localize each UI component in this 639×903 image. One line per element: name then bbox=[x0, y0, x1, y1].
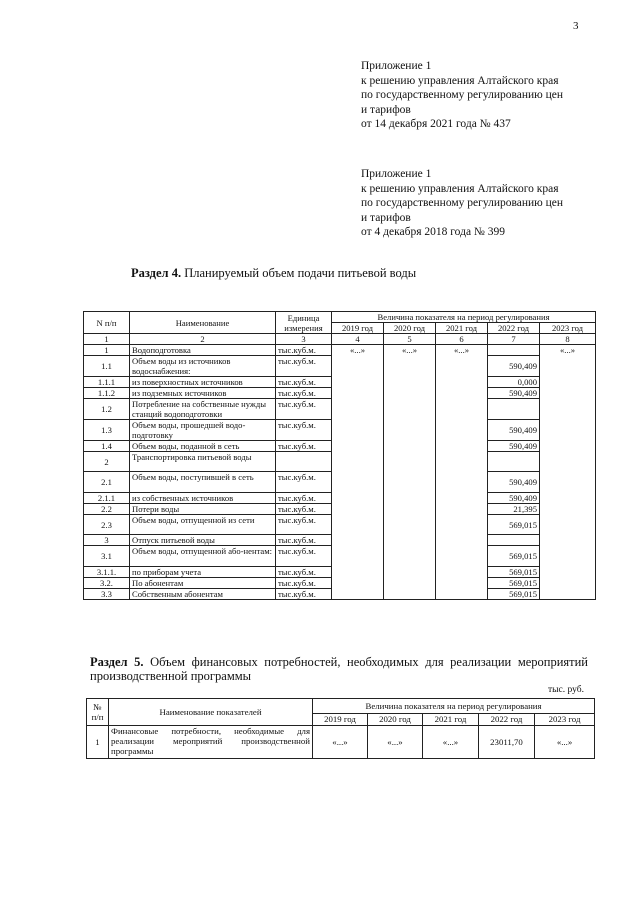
column-number: 6 bbox=[436, 334, 488, 345]
row-unit: тыс.куб.м. bbox=[276, 589, 332, 600]
value-2022: 569,015 bbox=[488, 578, 540, 589]
value-2022: 0,000 bbox=[488, 377, 540, 388]
row-name: из поверхностных источников bbox=[130, 377, 276, 388]
row-name: По абонентам bbox=[130, 578, 276, 589]
section4-heading bbox=[131, 266, 416, 281]
value-2022: 569,015 bbox=[488, 567, 540, 578]
row-unit: тыс.куб.м. bbox=[276, 356, 332, 377]
row-num: 1.1.1 bbox=[84, 377, 130, 388]
row-name: Транспортировка питьевой воды bbox=[130, 452, 276, 472]
column-number: 2 bbox=[130, 334, 276, 345]
row-name: из подземных источников bbox=[130, 388, 276, 399]
row-unit: тыс.куб.м. bbox=[276, 420, 332, 441]
row-name: Объем воды, поданной в сеть bbox=[130, 441, 276, 452]
value-2022 bbox=[488, 345, 540, 356]
row-num: 1 bbox=[87, 726, 109, 759]
appendix-line: и тарифов bbox=[361, 103, 411, 116]
header-year: 2019 год bbox=[332, 323, 384, 334]
row-unit: тыс.куб.м. bbox=[276, 515, 332, 535]
appendix-line: и тарифов bbox=[361, 211, 411, 224]
value-2022 bbox=[488, 452, 540, 472]
value-2022: 590,409 bbox=[488, 356, 540, 377]
row-num: 3.1.1. bbox=[84, 567, 130, 578]
row-num: 3.2. bbox=[84, 578, 130, 589]
table-row bbox=[84, 345, 596, 356]
row-name: Собственным абонентам bbox=[130, 589, 276, 600]
value-2022: 590,409 bbox=[488, 472, 540, 493]
row-name: Потери воды bbox=[130, 504, 276, 515]
section4-label: Раздел 4. bbox=[131, 266, 182, 280]
value-2022: 569,015 bbox=[488, 546, 540, 567]
value-2022 bbox=[488, 399, 540, 420]
row-num: 2.1 bbox=[84, 472, 130, 493]
row-num: 2 bbox=[84, 452, 130, 472]
row-name: Отпуск питьевой воды bbox=[130, 535, 276, 546]
value-2022: 23011,70 bbox=[479, 726, 535, 759]
appendix-line: от 14 декабря 2021 года № 437 bbox=[361, 118, 511, 131]
header-name: Наименование показателей bbox=[109, 699, 313, 726]
row-name: Финансовые потребности, необходимые для реализации мероприятий производственной программы bbox=[109, 726, 313, 759]
section5-label: Раздел 5. bbox=[90, 655, 144, 669]
row-name: Объем воды, отпущенной из сети bbox=[130, 515, 276, 535]
header-year: 2023 год bbox=[540, 323, 596, 334]
row-num: 1.4 bbox=[84, 441, 130, 452]
row-num: 2.1.1 bbox=[84, 493, 130, 504]
value-2019: «...» bbox=[332, 345, 384, 600]
appendix-line: Приложение 1 bbox=[361, 60, 432, 72]
value-2022: 590,409 bbox=[488, 441, 540, 452]
row-unit: тыс.куб.м. bbox=[276, 567, 332, 578]
row-unit: тыс.куб.м. bbox=[276, 493, 332, 504]
value-2022: 569,015 bbox=[488, 515, 540, 535]
value-2021: «...» bbox=[423, 726, 479, 759]
value-2022: 569,015 bbox=[488, 589, 540, 600]
appendix-current bbox=[361, 59, 563, 132]
appendix-line: к решению управления Алтайского края bbox=[361, 182, 559, 195]
row-name: из собственных источников bbox=[130, 493, 276, 504]
row-unit: тыс.куб.м. bbox=[276, 345, 332, 356]
header-period: Величина показателя на период регулирования bbox=[313, 699, 595, 714]
row-name: Объем воды, отпущенной або-нентам: bbox=[130, 546, 276, 567]
row-unit: тыс.куб.м. bbox=[276, 377, 332, 388]
row-unit: тыс.куб.м. bbox=[276, 578, 332, 589]
appendix-line: к решению управления Алтайского края bbox=[361, 74, 559, 87]
water-volume-table bbox=[83, 311, 596, 600]
value-2020: «...» bbox=[384, 345, 436, 600]
appendix-line: от 4 декабря 2018 года № 399 bbox=[361, 226, 506, 239]
row-unit: тыс.куб.м. bbox=[276, 472, 332, 493]
row-unit bbox=[276, 452, 332, 472]
value-2022: 590,409 bbox=[488, 420, 540, 441]
value-2021: «...» bbox=[436, 345, 488, 600]
value-2023: «...» bbox=[540, 345, 596, 600]
row-unit: тыс.куб.м. bbox=[276, 388, 332, 399]
row-num: 1.1.2 bbox=[84, 388, 130, 399]
row-num: 1.1 bbox=[84, 356, 130, 377]
header-year: 2022 год bbox=[488, 323, 540, 334]
section5-heading bbox=[90, 655, 588, 683]
appendix-line: Приложение 1 bbox=[361, 168, 432, 180]
header-year: 2023 год bbox=[535, 714, 595, 726]
units-label: тыс. руб. bbox=[548, 685, 584, 695]
header-num: N п/п bbox=[84, 312, 130, 334]
value-2022 bbox=[488, 535, 540, 546]
row-name: Объем воды, прошедшей водо-подготовку bbox=[130, 420, 276, 441]
value-2022: 590,409 bbox=[488, 388, 540, 399]
column-number: 4 bbox=[332, 334, 384, 345]
header-num: № п/п bbox=[87, 699, 109, 726]
appendix-previous bbox=[361, 167, 563, 240]
header-year: 2021 год bbox=[423, 714, 479, 726]
appendix-line: по государственному регулированию цен bbox=[361, 89, 564, 102]
table-row bbox=[87, 726, 595, 759]
header-year: 2019 год bbox=[313, 714, 368, 726]
row-num: 1.2 bbox=[84, 399, 130, 420]
value-2020: «...» bbox=[368, 726, 423, 759]
row-num: 1 bbox=[84, 345, 130, 356]
financial-needs-table bbox=[86, 698, 595, 759]
row-name: Водоподготовка bbox=[130, 345, 276, 356]
row-unit: тыс.куб.м. bbox=[276, 441, 332, 452]
row-name: по приборам учета bbox=[130, 567, 276, 578]
header-period: Величина показателя на период регулирования bbox=[332, 312, 596, 323]
header-year: 2020 год bbox=[368, 714, 423, 726]
row-unit: тыс.куб.м. bbox=[276, 504, 332, 515]
value-2022: 590,409 bbox=[488, 493, 540, 504]
section4-title: Планируемый объем подачи питьевой воды bbox=[184, 266, 417, 280]
header-year: 2022 год bbox=[479, 714, 535, 726]
column-number: 7 bbox=[488, 334, 540, 345]
column-number: 1 bbox=[84, 334, 130, 345]
row-num: 3.1 bbox=[84, 546, 130, 567]
row-unit: тыс.куб.м. bbox=[276, 535, 332, 546]
row-name: Объем воды из источников водоснабжения: bbox=[130, 356, 276, 377]
header-year: 2021 год bbox=[436, 323, 488, 334]
column-number: 3 bbox=[276, 334, 332, 345]
page-number: 3 bbox=[573, 20, 579, 32]
column-number: 5 bbox=[384, 334, 436, 345]
column-number: 8 bbox=[540, 334, 596, 345]
row-num: 2.2 bbox=[84, 504, 130, 515]
value-2023: «...» bbox=[535, 726, 595, 759]
row-num: 3 bbox=[84, 535, 130, 546]
row-num: 3.3 bbox=[84, 589, 130, 600]
row-unit: тыс.куб.м. bbox=[276, 546, 332, 567]
row-unit: тыс.куб.м. bbox=[276, 399, 332, 420]
row-num: 1.3 bbox=[84, 420, 130, 441]
header-unit: Единица измерения bbox=[276, 312, 332, 334]
value-2022: 21,395 bbox=[488, 504, 540, 515]
header-year: 2020 год bbox=[384, 323, 436, 334]
appendix-line: по государственному регулированию цен bbox=[361, 197, 564, 210]
row-num: 2.3 bbox=[84, 515, 130, 535]
section5-title: Объем финансовых потребностей, необходимых для реализации мероприятий производственной программы bbox=[90, 655, 588, 683]
value-2019: «...» bbox=[313, 726, 368, 759]
header-name: Наименование bbox=[130, 312, 276, 334]
row-name: Объем воды, поступившей в сеть bbox=[130, 472, 276, 493]
row-name: Потребление на собственные нужды станций водоподготовки bbox=[130, 399, 276, 420]
